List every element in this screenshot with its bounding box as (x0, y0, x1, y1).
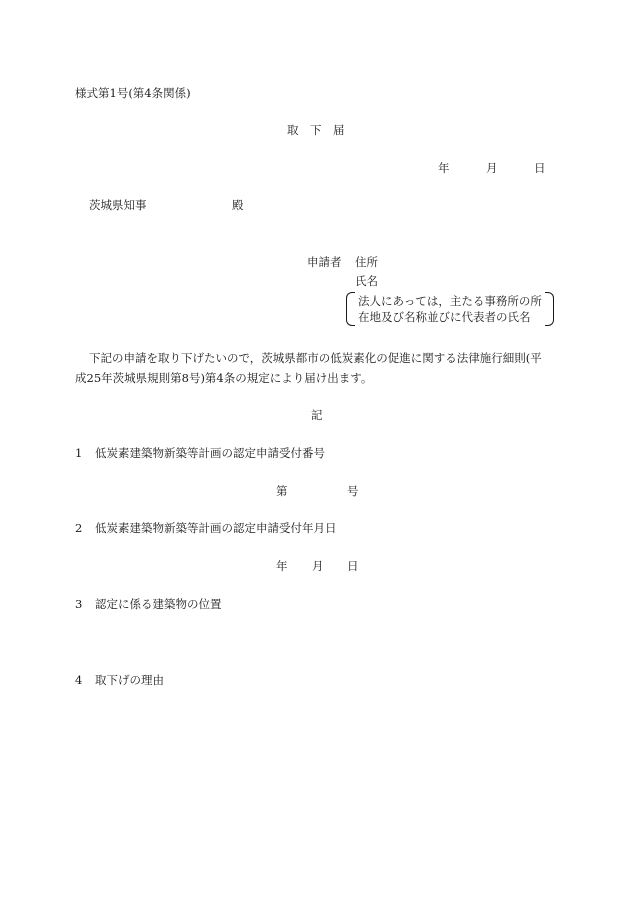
date-year: 年 (438, 161, 450, 175)
item3-label: 認定に係る建築物の位置 (95, 597, 222, 611)
applicant-label: 申請者 (307, 255, 342, 269)
item1-label: 低炭素建築物新築等計画の認定申請受付番号 (95, 446, 325, 460)
ki-heading: 記 (311, 408, 323, 422)
date-month: 月 (486, 161, 498, 175)
item2-value-month: 月 (312, 559, 324, 573)
form-number: 様式第1号(第4条関係) (75, 86, 191, 100)
item2-value-day: 日 (347, 559, 359, 573)
addressee-honorific: 殿 (232, 198, 244, 212)
item1-value-prefix: 第 (276, 484, 288, 498)
item4-label: 取下げの理由 (95, 673, 164, 687)
applicant-address-label: 住所 (355, 255, 378, 269)
item2-number: 2 (75, 521, 83, 535)
item2-label: 低炭素建築物新築等計画の認定申請受付年月日 (95, 521, 337, 535)
corporation-note-line2: 在地及び名称並びに代表者の氏名 (358, 310, 531, 324)
left-bracket (346, 292, 355, 326)
item2-value-year: 年 (276, 559, 288, 573)
item1-number: 1 (75, 446, 83, 460)
corporation-note-line1: 法人にあっては，主たる事務所の所 (358, 294, 542, 308)
item1-value-suffix: 号 (347, 484, 359, 498)
right-bracket (545, 292, 554, 326)
document-title: 取 下 届 (287, 123, 345, 137)
date-day: 日 (534, 161, 546, 175)
applicant-name-label: 氏名 (355, 274, 378, 288)
addressee-name: 茨城県知事 (89, 198, 147, 212)
corporation-note (346, 292, 554, 326)
body-line-2: 成25年茨城県規則第8号)第4条の規定により届け出ます。 (75, 371, 373, 385)
item4-number: 4 (75, 673, 83, 687)
body-line-1: 下記の申請を取り下げたいので，茨城県都市の低炭素化の促進に関する法律施行細則(平 (89, 351, 542, 365)
item3-number: 3 (75, 597, 83, 611)
